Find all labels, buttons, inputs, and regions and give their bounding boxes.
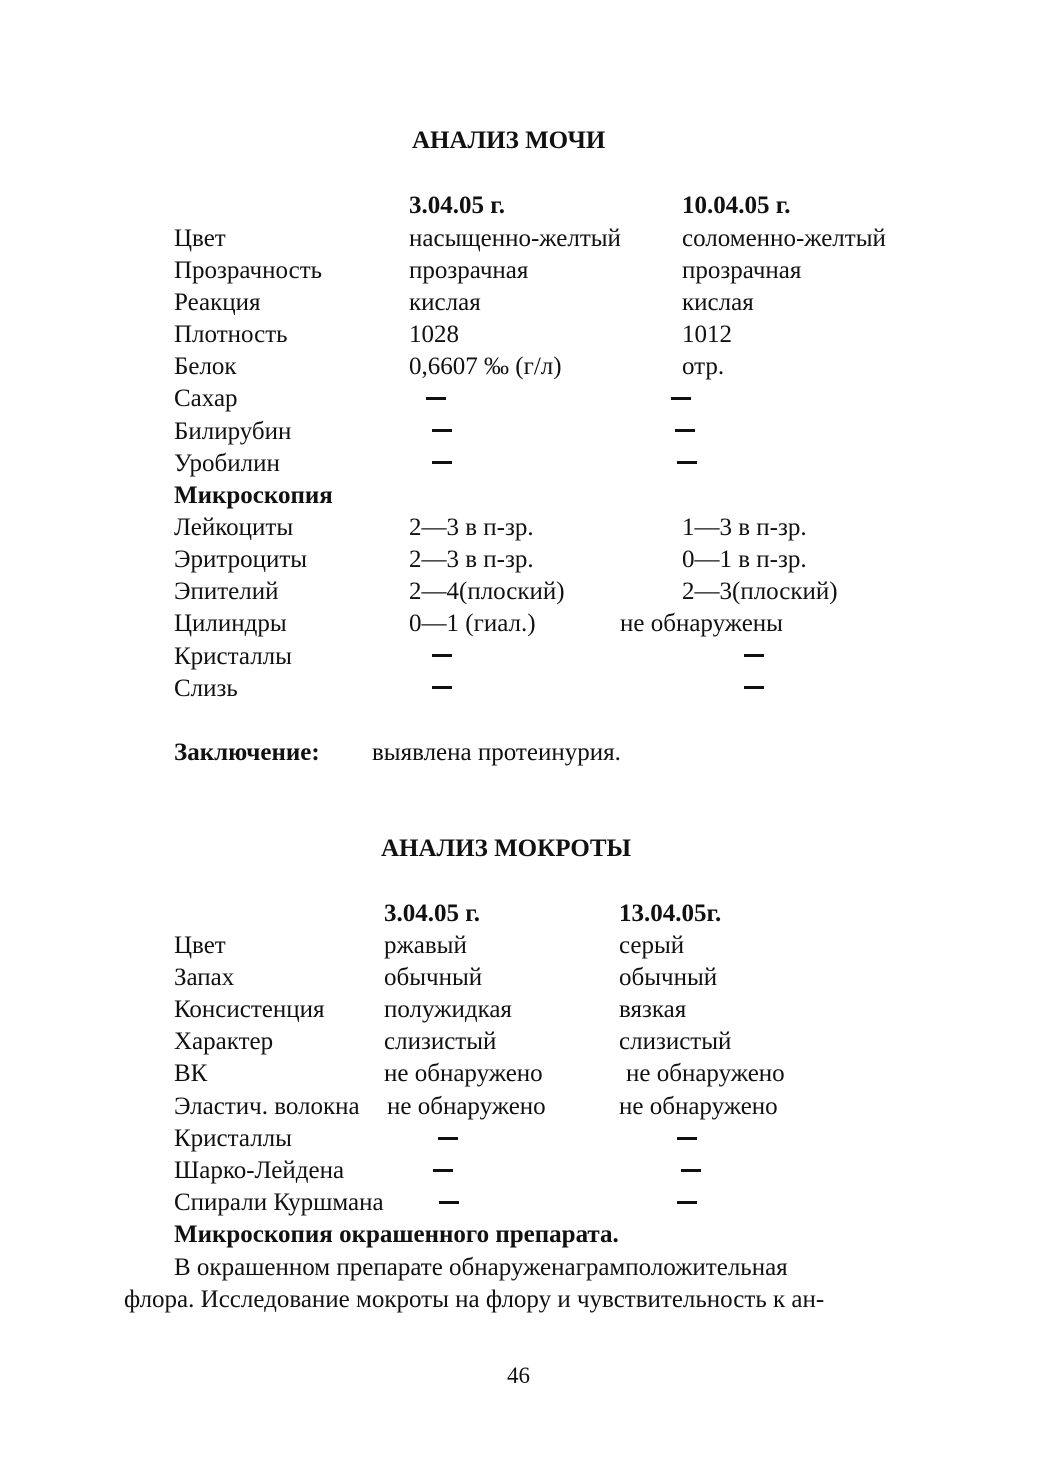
sputum-row-label: Спирали Куршмана [174,1189,384,1216]
urine-micro-label: Эритроциты [174,546,308,573]
urine-row-value-2: прозрачная [682,257,802,284]
urine-row-value-2 [671,397,691,400]
sputum-row-label: Характер [174,1028,274,1055]
urine-micro-value-2: 0—1 в п-зр. [682,546,807,573]
urine-micro-label: Кристаллы [174,643,292,670]
urine-micro-value-2: 1—3 в п-зр. [682,514,807,541]
urine-microscopy-heading: Микроскопия [174,482,333,509]
urine-date-2: 10.04.05 г. [682,192,791,219]
urine-micro-value-1 [432,654,452,657]
urine-micro-value-1: 2—3 в п-зр. [409,514,534,541]
urine-row-label: Сахар [174,385,238,412]
urine-row-label: Уробилин [174,450,280,477]
sputum-row-value-2 [677,1137,697,1140]
urine-micro-value-2 [744,686,764,689]
urine-row-value-1: прозрачная [409,257,529,284]
urine-micro-value-2 [744,654,764,657]
urine-micro-value-1 [432,686,452,689]
urine-micro-label: Слизь [174,675,238,702]
urine-row-label: Билирубин [174,418,292,445]
sputum-row-value-2: обычный [619,964,718,991]
urine-micro-value-1: 0—1 (гиал.) [409,610,536,637]
sputum-row-label: Кристаллы [174,1125,292,1152]
urine-row-value-2 [677,461,697,464]
sputum-row-value-1: слизистый [384,1028,497,1055]
sputum-row-label: Шарко-Лейдена [174,1157,345,1184]
urine-row-value-2: 1012 [682,321,732,348]
sputum-row-value-2: серый [619,932,685,959]
urine-row-value-1 [432,429,452,432]
sputum-row-value-1 [438,1137,458,1140]
urine-micro-label: Эпителий [174,578,279,605]
sputum-row-value-2: слизистый [619,1028,732,1055]
urine-date-1: 3.04.05 г. [409,192,506,219]
urine-row-label: Белок [174,353,237,380]
sputum-row-value-1: не обнаружено [384,1060,543,1087]
sputum-paragraph-line-2: флора. Исследование мокроты на флору и чувствительность к ан- [124,1286,825,1313]
urine-row-value-2: соломенно-желтый [682,225,886,252]
urine-row-value-1: 0,6607 ‰ (г/л) [409,353,562,380]
urine-micro-value-1: 2—4(плоский) [409,578,565,605]
sputum-row-label: Консистенция [174,996,325,1023]
urine-conclusion-text: выявлена протеинурия. [372,739,621,766]
sputum-row-value-1 [439,1201,459,1204]
urine-row-value-1 [432,461,452,464]
sputum-row-label: Эластич. волокна [174,1093,360,1120]
urine-row-label: Цвет [174,225,226,252]
urine-micro-value-1: 2—3 в п-зр. [409,546,534,573]
sputum-paragraph-line-1: В окрашенном препарате обнаруженаграмположительная [174,1254,788,1281]
urine-title: АНАЛИЗ МОЧИ [412,127,606,154]
urine-row-label: Реакция [174,289,261,316]
sputum-date-1: 3.04.05 г. [384,900,481,927]
sputum-row-value-2: не обнаружено [619,1093,778,1120]
urine-row-label: Прозрачность [174,257,323,284]
urine-micro-value-2: 2—3(плоский) [682,578,838,605]
urine-row-value-2 [675,429,695,432]
page-number: 46 [507,1363,530,1388]
sputum-row-label: ВК [174,1060,208,1087]
sputum-row-value-1: не обнаружено [387,1093,546,1120]
sputum-row-value-1 [433,1169,453,1172]
sputum-title: АНАЛИЗ МОКРОТЫ [381,835,632,862]
sputum-row-label: Запах [174,964,235,991]
sputum-row-value-2 [677,1201,697,1204]
urine-row-value-1 [426,397,446,400]
urine-micro-value-2: не обнаружены [620,610,783,637]
sputum-row-value-1: полужидкая [384,996,512,1023]
sputum-date-2: 13.04.05г. [619,900,722,927]
sputum-row-value-2: не обнаружено [626,1060,785,1087]
sputum-row-value-2 [681,1169,701,1172]
sputum-row-value-1: обычный [384,964,483,991]
urine-row-value-1: кислая [409,289,481,316]
sputum-microscopy-heading: Микроскопия окрашенного препарата. [174,1221,619,1248]
sputum-row-value-1: ржавый [384,932,467,959]
sputum-row-label: Цвет [174,932,226,959]
sputum-row-value-2: вязкая [619,996,687,1023]
urine-micro-label: Лейкоциты [174,514,294,541]
urine-row-value-2: отр. [682,353,725,380]
urine-row-label: Плотность [174,321,288,348]
urine-conclusion-label: Заключение: [174,739,320,766]
urine-micro-label: Цилиндры [174,610,287,637]
urine-row-value-1: насыщенно-желтый [409,225,621,252]
urine-row-value-1: 1028 [409,321,459,348]
urine-row-value-2: кислая [682,289,754,316]
